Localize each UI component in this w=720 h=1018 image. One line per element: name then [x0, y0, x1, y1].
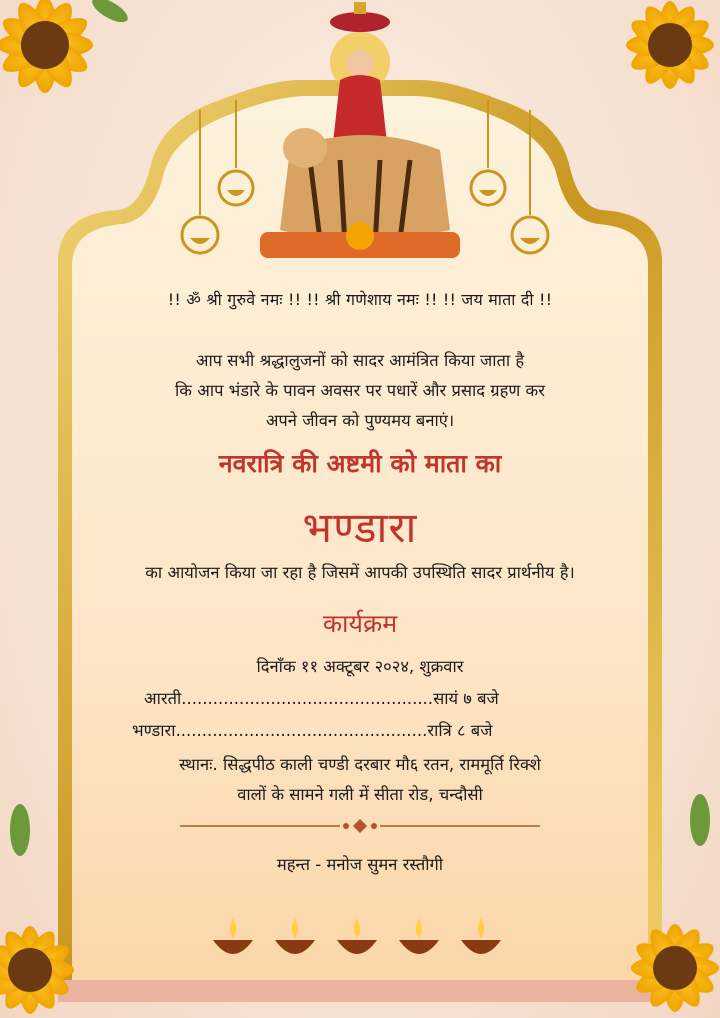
- schedule-time: रात्रि ८ बजे: [427, 721, 493, 740]
- sunflower-decoration: [0, 0, 140, 140]
- salutation-line: !! ॐ श्री गुरुवे नमः !! !! श्री गणेशाय नमः !! !! जय माता दी !!: [167, 290, 553, 309]
- invite-line-2: कि आप भंडारे के पावन अवसर पर पधारें और प्रसाद ग्रहण कर: [175, 381, 545, 400]
- event-heading: नवरात्रि की अष्टमी को माता का: [218, 449, 502, 478]
- diya-icon: [461, 918, 501, 954]
- diya-icon: [337, 918, 377, 954]
- schedule-time: सायं ७ बजे: [433, 689, 499, 708]
- diya-icon: [213, 918, 253, 954]
- sunflower-decoration: [600, 890, 720, 1018]
- invitation-paragraph: [0, 346, 720, 436]
- venue-line-2: वालों के सामने गली में सीता रोड, चन्दौसी: [237, 785, 483, 804]
- schedule-dots: ................................................: [175, 721, 428, 740]
- hanging-lamp-icon: [466, 100, 510, 215]
- event-date: दिनाँक ११ अक्टूबर २०२४, शुक्रवार: [256, 657, 464, 676]
- venue-line-1: स्थानः. सिद्धपीठ काली चण्डी दरबार मौ६ रतन, राममूर्ति रिक्शे: [179, 755, 541, 774]
- hanging-lamp-icon: [505, 110, 555, 260]
- venue-address: [0, 750, 720, 810]
- schedule-event: भण्डारा: [132, 721, 176, 740]
- schedule-event: आरती: [144, 689, 182, 708]
- schedule-row-aarti: [144, 686, 499, 709]
- sunflower-decoration: [0, 890, 120, 1018]
- divider-ornament-icon: [180, 818, 540, 834]
- arrangement-line: का आयोजन किया जा रहा है जिसमें आपकी उपस्थिति सादर प्रार्थनीय है।: [145, 563, 575, 582]
- sunflower-decoration: [585, 0, 720, 140]
- diya-row: [205, 910, 515, 970]
- event-title: भण्डारा: [302, 503, 418, 552]
- schedule-dots: ................................................: [181, 689, 434, 708]
- diya-icon: [275, 918, 315, 954]
- schedule-row-bhandara: [132, 718, 492, 741]
- mahant-signature: महन्त - मनोज सुमन रस्तौगी: [276, 855, 444, 874]
- hanging-lamp-icon: [214, 100, 258, 215]
- goddess-durga-illustration: [250, 0, 470, 262]
- invite-line-1: आप सभी श्रद्धालुजनों को सादर आमंत्रित किया जाता है: [195, 351, 525, 370]
- program-title: कार्यक्रम: [322, 609, 398, 638]
- diya-icon: [399, 918, 439, 954]
- invite-line-3: अपने जीवन को पुण्यमय बनाएं।: [265, 411, 455, 430]
